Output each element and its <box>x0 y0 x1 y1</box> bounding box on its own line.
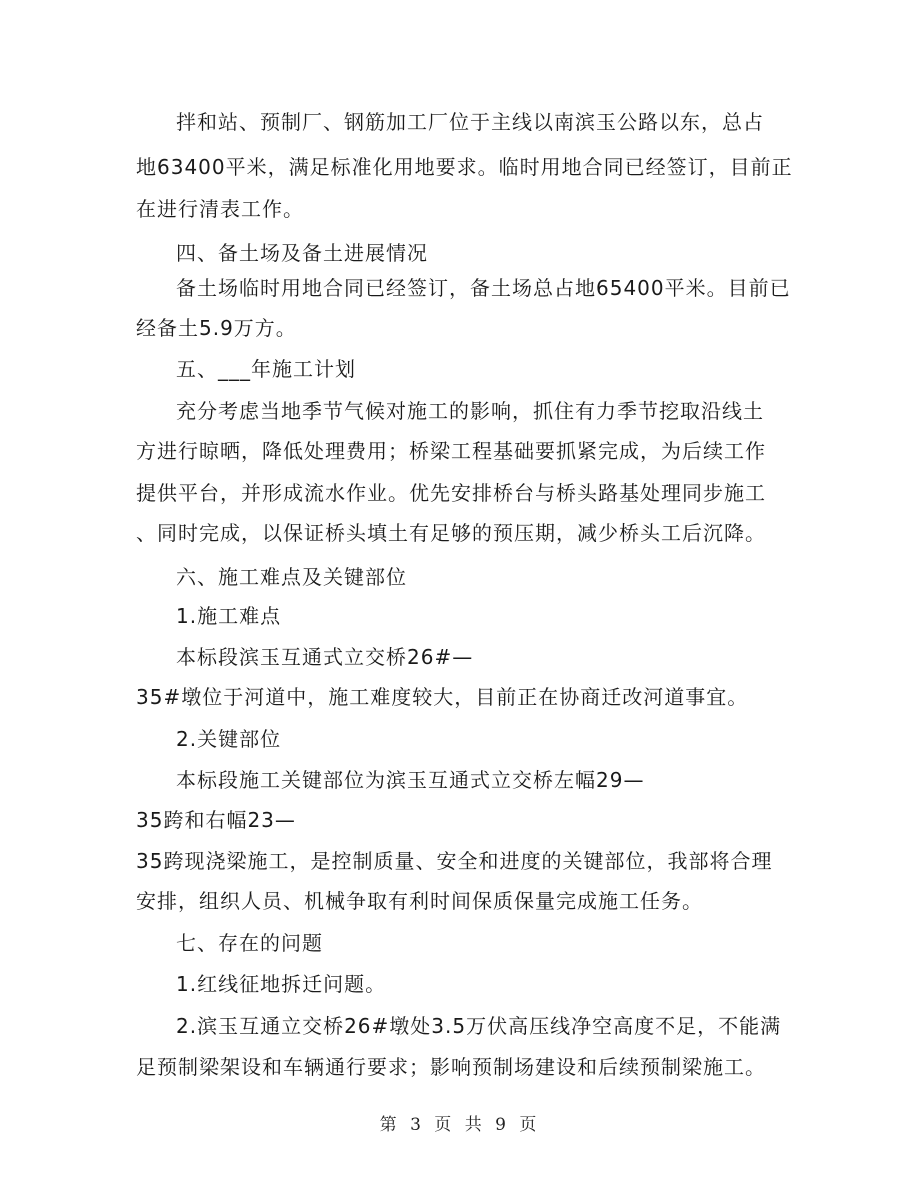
text-line: 本标段滨玉互通式立交桥26#— <box>176 645 474 669</box>
text-line: 方进行晾晒，降低处理费用；桥梁工程基础要抓紧完成，为后续工作 <box>136 439 766 463</box>
text-line: 地63400平米，满足标准化用地要求。临时用地合同已经签订，目前正 <box>136 155 793 179</box>
text-line: 1.红线征地拆迁问题。 <box>176 972 387 996</box>
text-line: 在进行清表工作。 <box>136 197 304 221</box>
text-line: 提供平台，并形成流水作业。优先安排桥台与桥头路基处理同步施工 <box>136 481 766 505</box>
text-line: 35跨现浇梁施工，是控制质量、安全和进度的关键部位，我部将合理 <box>136 849 773 873</box>
text-line: 经备土5.9万方。 <box>136 316 297 340</box>
page-number-footer: 第 3 页 共 9 页 <box>379 1115 541 1135</box>
text-line: 安排，组织人员、机械争取有利时间保质保量完成施工任务。 <box>136 889 703 913</box>
text-line: 拌和站、预制厂、钢筋加工厂位于主线以南滨玉公路以东，总占 <box>176 110 764 134</box>
text-line: 35跨和右幅23— <box>136 808 296 832</box>
text-line: 本标段施工关键部位为滨玉互通式立交桥左幅29— <box>176 768 645 792</box>
section-heading: 四、备土场及备土进展情况 <box>176 241 428 265</box>
text-line: 、同时完成，以保证桥头填土有足够的预压期，减少桥头工后沉降。 <box>136 521 766 545</box>
section-heading: 五、___年施工计划 <box>176 357 356 381</box>
text-line: 充分考虑当地季节气候对施工的影响，抓住有力季节挖取沿线土 <box>176 399 764 423</box>
section-heading: 七、存在的问题 <box>176 931 323 955</box>
subheading: 2.关键部位 <box>176 727 282 751</box>
subheading: 1.施工难点 <box>176 604 282 628</box>
text-line: 2.滨玉互通立交桥26#墩处3.5万伏高压线净空高度不足，不能满 <box>176 1014 782 1038</box>
text-line: 35#墩位于河道中，施工难度较大，目前正在协商迁改河道事宜。 <box>136 685 749 709</box>
text-line: 足预制梁架设和车辆通行要求；影响预制场建设和后续预制梁施工。 <box>136 1055 766 1079</box>
section-heading: 六、施工难点及关键部位 <box>176 565 407 589</box>
text-line: 备土场临时用地合同已经签订，备土场总占地65400平米。目前已 <box>176 276 791 300</box>
